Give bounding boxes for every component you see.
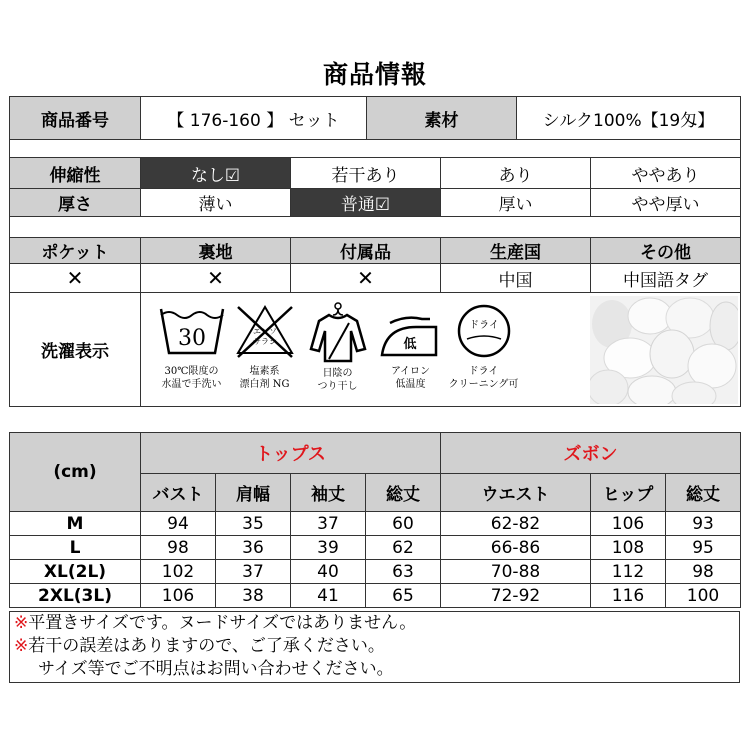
size-cell: 98 (141, 536, 216, 560)
size-cell: 41 (291, 584, 366, 608)
size-cell: 37 (291, 512, 366, 536)
details-header: その他 (591, 238, 741, 264)
table-row (10, 560, 741, 584)
details-header: 付属品 (291, 238, 441, 264)
thickness-option: やや厚い (591, 189, 741, 217)
column-header: 肩幅 (216, 474, 291, 512)
iron-text: 低 (402, 337, 417, 352)
thickness-option: 厚い (441, 189, 591, 217)
wash-item (374, 293, 447, 391)
wash-tub-30-icon (157, 301, 227, 361)
details-value: ✕ (10, 264, 141, 293)
column-header: ウエスト (441, 474, 591, 512)
size-cell: 66-86 (441, 536, 591, 560)
column-header: ヒップ (591, 474, 666, 512)
wash-temp-text: 30 (177, 326, 206, 351)
note-text: 平置きサイズです。ヌードサイズではありません。 (28, 613, 417, 633)
size-cell: 106 (591, 512, 666, 536)
details-header: 裏地 (141, 238, 291, 264)
details-header-row (10, 238, 741, 264)
size-cell: 37 (216, 560, 291, 584)
size-cell: 116 (591, 584, 666, 608)
wash-label: 洗濯表示 (10, 293, 141, 407)
note-text: サイズ等でご不明点はお問い合わせください。 (38, 659, 394, 679)
column-header: 総丈 (666, 474, 741, 512)
details-value: ✕ (291, 264, 441, 293)
size-cell: 93 (666, 512, 741, 536)
fabric-table (9, 157, 741, 407)
size-cell: 72-92 (441, 584, 591, 608)
size-cell: 106 (141, 584, 216, 608)
column-header: バスト (141, 474, 216, 512)
size-cell: 95 (666, 536, 741, 560)
stretch-option: あり (441, 158, 591, 189)
note-text: 若干の誤差はありますので、ご了承ください。 (28, 636, 385, 656)
wash-caption: 塩素系 漂白剤 NG (239, 366, 290, 390)
note-line (14, 658, 739, 681)
note-line (14, 612, 739, 635)
size-cell: 100 (666, 584, 741, 608)
tops-header: トップス (141, 433, 441, 474)
product-no-value: 【 176-160 】 セット (141, 97, 367, 140)
stretch-option: なし☑ (141, 158, 291, 189)
table-row (10, 536, 741, 560)
column-header: 総丈 (366, 474, 441, 512)
size-cell: 108 (591, 536, 666, 560)
wash-item (155, 293, 228, 391)
note-mark: ※ (14, 636, 29, 656)
column-header: 袖丈 (291, 474, 366, 512)
size-cell: 65 (366, 584, 441, 608)
size-cell: 94 (141, 512, 216, 536)
no-bleach-icon (230, 301, 300, 361)
size-cell: 62 (366, 536, 441, 560)
size-cell: 36 (216, 536, 291, 560)
wash-row (10, 293, 741, 407)
stretch-row (10, 158, 741, 189)
details-header: 生産国 (441, 238, 591, 264)
silk-cocoons-image (590, 296, 738, 404)
table-row (10, 512, 741, 536)
dry-clean-icon (449, 301, 519, 361)
wash-caption: ドライ クリーニング可 (448, 366, 519, 390)
notes-box (9, 611, 740, 683)
product-no-label: 商品番号 (10, 97, 141, 140)
size-cell: 62-82 (441, 512, 591, 536)
thickness-option: 薄い (141, 189, 291, 217)
size-cell: 35 (216, 512, 291, 536)
size-cell: 63 (366, 560, 441, 584)
wash-item (447, 293, 520, 391)
unit-label: (cm) (10, 433, 141, 512)
size-label: M (10, 512, 141, 536)
material-label: 素材 (367, 97, 517, 140)
size-label: L (10, 536, 141, 560)
details-value: 中国 (441, 264, 591, 293)
bleach-text: サラシ (252, 337, 277, 346)
details-value: 中国語タグ (591, 264, 741, 293)
wash-caption: 30℃限度の 水温で手洗い (161, 366, 222, 390)
size-label: XL(2L) (10, 560, 141, 584)
wash-caption: アイロン 低温度 (390, 366, 431, 390)
wash-item (301, 293, 374, 393)
details-value-row (10, 264, 741, 293)
bottoms-header: ズボン (441, 433, 741, 474)
size-cell: 38 (216, 584, 291, 608)
note-mark: ※ (14, 613, 29, 633)
note-line (14, 635, 739, 658)
bleach-text: エンソ (252, 327, 277, 336)
size-cell: 40 (291, 560, 366, 584)
shade-dry-icon (303, 301, 373, 363)
dry-text: ドライ (468, 320, 499, 331)
product-info-table (9, 96, 741, 158)
thickness-option: 普通☑ (291, 189, 441, 217)
page-title: 商品情報 (322, 60, 427, 89)
table-row (10, 584, 741, 608)
wash-icons-cell (141, 293, 741, 407)
wash-caption: 日陰の つり干し (317, 368, 358, 392)
stretch-label: 伸縮性 (10, 158, 141, 189)
size-cell: 98 (666, 560, 741, 584)
thickness-label: 厚さ (10, 189, 141, 217)
size-cell: 60 (366, 512, 441, 536)
stretch-option: ややあり (591, 158, 741, 189)
material-value: シルク100%【19匁】 (517, 97, 741, 140)
size-label: 2XL(3L) (10, 584, 141, 608)
details-value: ✕ (141, 264, 291, 293)
thickness-row (10, 189, 741, 217)
wash-item (228, 293, 301, 391)
size-cell: 70-88 (441, 560, 591, 584)
size-cell: 102 (141, 560, 216, 584)
stretch-option: 若干あり (291, 158, 441, 189)
size-table (9, 432, 741, 608)
size-cell: 39 (291, 536, 366, 560)
details-header: ポケット (10, 238, 141, 264)
iron-low-icon (376, 301, 446, 361)
size-cell: 112 (591, 560, 666, 584)
